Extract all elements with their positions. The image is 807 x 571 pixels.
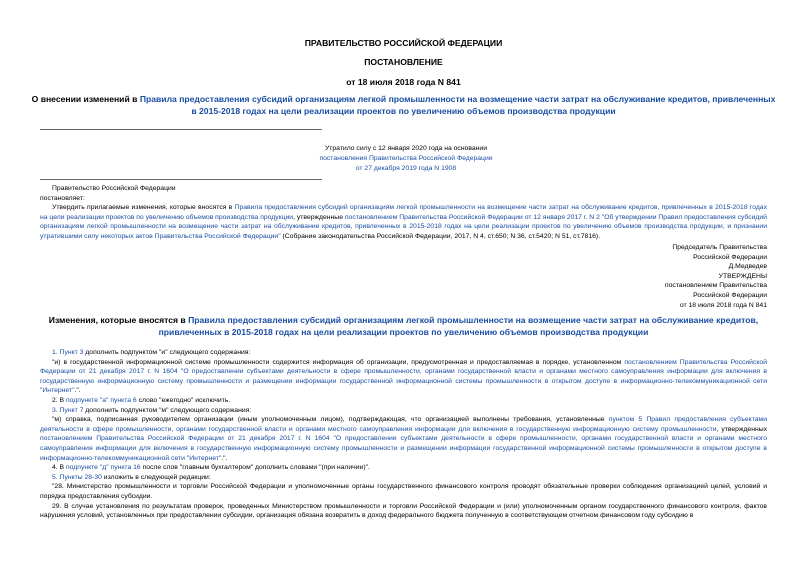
item-1-quote	[40, 358, 767, 396]
paragraph-29: 29. В случае установления по результатам проверок, проведенных Министерством промышленности и торговли Российской Федерации и (или) уполномоченным органом государственного финансового контроля, фактов нарушения условий, установленных при предоставлении субсидии, организация обязана возвратить в доход федерального бюджета полученную в соответствующем отчетном финансовом году субсидию в	[40, 502, 767, 520]
item-1	[40, 348, 767, 358]
item-2	[40, 396, 767, 406]
item-3-quote-link[interactable]: пунктом 5 Правил предоставления субъектами деятельности в сфере промышленности, органами государственной власти и органами местного самоуправления информации для включения в государственную информационную систему промышленности	[40, 416, 767, 433]
item-2-a: 2. В	[52, 396, 66, 404]
preamble-line1: Правительство Российской Федерации	[52, 185, 176, 192]
item-3-link[interactable]: 3. Пункт 7	[52, 406, 84, 414]
item-4-a: 4. В	[52, 464, 66, 472]
divider-bottom	[40, 179, 322, 180]
preamble-text-c: (Собрание законодательства Российской Федерации, 2017, N 4, ст.650; N 36, ст.5420; N 51, ст.7816).	[280, 232, 601, 240]
document-date-number: от 18 июля 2018 года N 841	[346, 77, 461, 87]
changes-title-rules-link[interactable]: Правила предоставления субсидий организациям легкой промышленности на возмещение части затрат на обслуживание кредитов, привлеченных в 2015-2018 годах на цели реализации проектов по увеличению объемов производства продукции	[158, 315, 759, 337]
approved-line1: УТВЕРЖДЕНЫ	[718, 272, 767, 280]
changes-body	[40, 348, 767, 521]
approved-line2: постановлением Правительства	[664, 282, 767, 290]
preamble-text-b: , утвержденные	[293, 213, 345, 221]
repeal-note-date-link[interactable]: от 27 декабря 2019 года N 1908	[355, 165, 457, 172]
item-3-quote-c: .".	[221, 454, 228, 462]
preamble-paragraph	[40, 203, 767, 241]
item-4-link[interactable]: подпункте "д" пункта 16	[65, 464, 141, 472]
signature-line2: Российской Федерации	[693, 253, 767, 261]
changes-title-prefix: Изменения, которые вносятся в	[48, 315, 189, 325]
item-5-link[interactable]: 5. Пункты 28-30	[52, 473, 102, 481]
item-3-quote	[40, 415, 767, 463]
item-4-b: после слов "главным бухгалтером" дополнить словами "(при наличии)".	[140, 464, 370, 472]
preamble-text-a: Утвердить прилагаемые изменения, которые вносятся в	[52, 204, 235, 212]
changes-title	[30, 315, 777, 338]
item-1-quote-link[interactable]: постановлением Правительства Российской Федерации от 21 декабря 2017 г. N 1604 "О предоставлении субъектами деятельности в сфере промышленности, органами государственной власти и органами местного самоуправления информации для включения в государственную информационную систему промышленности и размещении информации государственной информационной системы промышленности в открытом доступе в информационно-телекоммуникационной сети "Интернет"	[40, 358, 767, 395]
preamble-resolution-link[interactable]: постановлением Правительства Российской Федерации от 12 января 2017 г. N 2 "Об утверждении Правил предоставления субсидий организациям легкой промышленности на возмещение части затрат на обслуживание кредитов, привлеченных в 2015-2018 годах на цели реализации проектов по увеличению объемов производства продукции, и признании утратившими силу некоторых актов Правительства Российской Федерации"	[40, 213, 767, 240]
item-1-quote-a: "и) в государственной информационной системе промышленности содержится информация об организации, предусмотренная и предоставляемая в порядке, установленном	[52, 358, 625, 366]
item-3-quote-link-2[interactable]: постановлением Правительства Российской Федерации от 21 декабря 2017 г. N 1604 "О предоставлении субъектами деятельности в сфере промышленности, органами государственной власти и органами местного самоуправления информации для включения в государственную информационную систему промышленности и размещении информации государственной информационной системы промышленности в открытом доступе в информационно-телекоммуникационной сети "Интернет"	[40, 435, 767, 462]
approved-line4: от 18 июля 2018 года N 841	[679, 301, 767, 309]
paragraph-28: "28. Министерство промышленности и торговли Российской Федерации и уполномоченные органы государственного финансового контроля проводят обязательные проверки соблюдения организацией целей, условий и порядка предоставления субсидии.	[40, 483, 767, 500]
approved-line3: Российской Федерации	[693, 291, 767, 299]
item-3-quote-a: "м) справка, подписанная руководителем организации (иным уполномоченным лицом), подтверждающая, что организацией выполнены требования, установленные	[52, 416, 609, 424]
preamble-line2: постановляет:	[40, 194, 85, 202]
government-heading: ПРАВИТЕЛЬСТВО РОССИЙСКОЙ ФЕДЕРАЦИИ	[304, 38, 503, 48]
item-1-text: дополнить подпунктом "и" следующего содержания:	[83, 349, 251, 356]
item-3-quote-b: , утвержденных	[716, 425, 768, 433]
title-rules-link[interactable]: Правила предоставления субсидий организациям легкой промышленности на возмещение части затрат на обслуживание кредитов, привлеченных в 2015-2018 годах на цели реализации проектов по увеличению объемов производства продукции	[139, 94, 776, 116]
item-5-text: изложить в следующей редакции:	[101, 473, 211, 481]
item-2-link[interactable]: подпункте "а" пункта 6	[65, 396, 137, 404]
item-1-link[interactable]: 1. Пункт 3	[52, 349, 84, 356]
item-5	[40, 473, 767, 483]
repeal-note	[256, 144, 556, 174]
document-type: ПОСТАНОВЛЕНИЕ	[364, 57, 443, 67]
signature-line1: Председатель Правительства	[672, 244, 767, 251]
item-4	[40, 463, 767, 473]
item-3	[40, 406, 767, 416]
item-3-text: дополнить подпунктом "м" следующего содержания:	[83, 406, 252, 414]
title-prefix: О внесении изменений в	[31, 94, 140, 104]
document-title	[30, 94, 777, 117]
item-1-quote-b: .".	[74, 387, 81, 395]
divider-top	[40, 129, 322, 130]
preamble-rules-link[interactable]: Правила предоставления субсидий организациям легкой промышленности на возмещение части затрат на обслуживание кредитов, привлеченных в 2015-2018 годах на цели реализации проектов по увеличению объемов производства продукции	[40, 204, 767, 221]
repeal-note-line1: Утратило силу с 12 января 2020 года на основании	[324, 145, 488, 152]
item-2-b: слово "ежегодно" исключить.	[136, 396, 231, 404]
signature-line3: Д.Медведев	[728, 263, 767, 271]
repeal-note-link[interactable]: постановления Правительства Российской Федерации	[319, 155, 493, 162]
preamble	[40, 184, 767, 242]
signature-block	[665, 243, 767, 310]
